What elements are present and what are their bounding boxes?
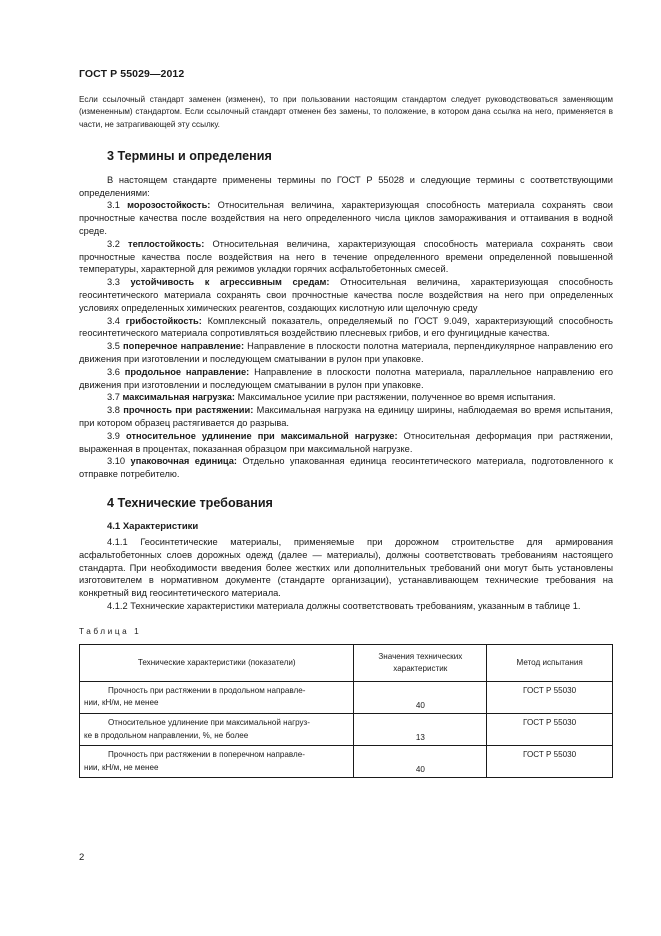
cell-characteristic bbox=[80, 681, 354, 713]
term-3-8 bbox=[79, 404, 613, 430]
term-definition: Относительная величина, характеризующая способность материала сохранять свои прочностные качества после воздействия на него в течение определенного времени определенной повышенной температуры, характерной для режимов укладки горячих асфальтобетонных смесей. bbox=[79, 238, 613, 275]
cell-value: 13 bbox=[354, 713, 487, 745]
characteristic-line-2: ке в продольном направлении, %, не более bbox=[84, 730, 249, 740]
term-definition: Максимальное усилие при растяжении, полученное во время испытания. bbox=[237, 392, 556, 403]
term-definition: Максимальная нагрузка на единицу ширины, наблюдаемая во время испытания, при котором образец растягивается до разрыва. bbox=[79, 405, 613, 429]
term-number: 3.9 bbox=[107, 430, 120, 441]
section-4-title: 4 Технические требования bbox=[107, 496, 273, 511]
term-name: грибостойкость: bbox=[125, 315, 202, 326]
page-number: 2 bbox=[79, 852, 85, 863]
cell-value: 40 bbox=[354, 746, 487, 778]
characteristics-table bbox=[79, 644, 613, 779]
term-name: прочность при растяжении: bbox=[123, 405, 254, 416]
reference-note: Если ссылочный стандарт заменен (изменен), то при пользовании настоящим стандартом следует руководствоваться заменяющим (измененным) стандартом. Если ссылочный стандарт отменен без замены, то положение, в котором дана ссылка на него, применяется в части, не затрагивающей эту ссылку. bbox=[79, 95, 613, 129]
term-3-7 bbox=[79, 391, 613, 404]
term-number: 3.1 bbox=[107, 200, 120, 211]
characteristic-line-1: Прочность при растяжении в продольном направле- bbox=[108, 685, 306, 695]
term-definition: Направление в плоскости полотна материала, параллельное направлению его движения при изготовлении и последующем сматывании в рулон при упаковке. bbox=[79, 366, 613, 390]
table-row bbox=[80, 681, 613, 713]
cell-method: ГОСТ Р 55030 bbox=[487, 713, 613, 745]
term-name: устойчивость к агрессивным средам: bbox=[130, 277, 330, 288]
term-3-5 bbox=[79, 340, 613, 366]
term-3-3 bbox=[79, 276, 613, 314]
paragraph-4-1-1: 4.1.1 Геосинтетические материалы, применяемые при дорожном строительстве для армирования асфальтобетонных слоев дорожных одежд (далее — материалы), должны соответствовать требованиям настоящего стандарта. При необходимости введения более жестких или дополнительных требований они могут быть установлены изготовителем в нормативном документе (стандарте организации), устанавливающем технические требования на конкретный вид геосинтетического материала. bbox=[79, 537, 613, 599]
term-3-6 bbox=[79, 366, 613, 392]
header-test-method: Метод испытания bbox=[487, 644, 613, 681]
term-number: 3.7 bbox=[107, 392, 120, 403]
term-definition: Относительная деформация при растяжении, выраженная в процентах, показанная образцом при максимальной нагрузке. bbox=[79, 430, 613, 454]
characteristic-line-2: нии, кН/м, не менее bbox=[84, 698, 159, 708]
characteristic-line-1: Прочность при растяжении в поперечном направле- bbox=[108, 750, 305, 760]
term-definition: Относительная величина, характеризующая способность материала сохранять свои прочностные качества после воздействия на него определенного числа циклов замораживания и оттаивания в водной среде. bbox=[79, 200, 613, 237]
table-row bbox=[80, 713, 613, 745]
term-3-2 bbox=[79, 238, 613, 276]
term-definition: Отдельно упакованная единица геосинтетического материала, подготовленного к отправке потребителю. bbox=[79, 456, 613, 480]
term-3-9 bbox=[79, 430, 613, 456]
term-definition: Относительная величина, характеризующая способность геосинтетического материала сохранять свои прочностные качества после воздействия на него при определенных условиях определенных химических реагентов, создающих кислотную или щелочную среду bbox=[79, 277, 614, 313]
term-definition: Направление в плоскости полотна материала, перпендикулярное направлению его движения при изготовлении и последующем сматывании в рулон при упаковке. bbox=[79, 341, 613, 365]
table-row bbox=[80, 746, 613, 778]
term-number: 3.5 bbox=[107, 341, 120, 352]
term-number: 3.8 bbox=[107, 405, 120, 416]
term-number: 3.6 bbox=[107, 366, 120, 377]
term-name: продольное направление: bbox=[124, 366, 250, 377]
cell-characteristic bbox=[80, 746, 354, 778]
term-definition: Комплексный показатель, определяемый по ГОСТ 9.049, характеризующий способность геосинтетического материала сопротивляться воздействию плесневых грибов, и его фунгицидные качества. bbox=[79, 315, 613, 339]
header-values bbox=[354, 644, 487, 681]
characteristic-line-2: нии, кН/м, не менее bbox=[84, 762, 159, 772]
term-name: упаковочная единица: bbox=[130, 456, 238, 467]
cell-method: ГОСТ Р 55030 bbox=[487, 746, 613, 778]
term-number: 3.4 bbox=[107, 315, 120, 326]
term-3-4 bbox=[79, 315, 613, 341]
term-name: максимальная нагрузка: bbox=[122, 392, 236, 403]
term-number: 3.3 bbox=[107, 277, 120, 288]
term-3-1 bbox=[79, 199, 613, 237]
section-3-title: 3 Термины и определения bbox=[107, 148, 272, 163]
term-name: морозостойкость: bbox=[127, 200, 211, 211]
document-code-header: ГОСТ Р 55029—2012 bbox=[79, 68, 185, 80]
cell-method: ГОСТ Р 55030 bbox=[487, 681, 613, 713]
term-name: теплостойкость: bbox=[128, 238, 205, 249]
subsection-4-1-title: 4.1 Характеристики bbox=[107, 521, 199, 533]
section-3-lead: В настоящем стандарте применены термины по ГОСТ Р 55028 и следующие термины с соответствующими определениями: bbox=[79, 174, 613, 198]
table-header-row bbox=[80, 644, 613, 681]
header-characteristics: Технические характеристики (показатели) bbox=[80, 644, 354, 681]
term-name: относительное удлинение при максимальной нагрузке: bbox=[126, 430, 398, 441]
term-3-10 bbox=[79, 455, 613, 481]
term-number: 3.2 bbox=[107, 238, 120, 249]
term-number: 3.10 bbox=[107, 456, 126, 467]
cell-characteristic bbox=[80, 713, 354, 745]
characteristic-line-1: Относительное удлинение при максимальной нагруз- bbox=[108, 717, 310, 727]
page-content bbox=[79, 94, 613, 778]
cell-value: 40 bbox=[354, 681, 487, 713]
header-values-label: Значения технических характеристик bbox=[378, 651, 463, 673]
paragraph-4-1-2: 4.1.2 Технические характеристики материала должны соответствовать требованиям, указанным в таблице 1. bbox=[107, 601, 581, 611]
term-name: поперечное направление: bbox=[123, 341, 245, 352]
table-caption: Таблица 1 bbox=[79, 626, 142, 636]
